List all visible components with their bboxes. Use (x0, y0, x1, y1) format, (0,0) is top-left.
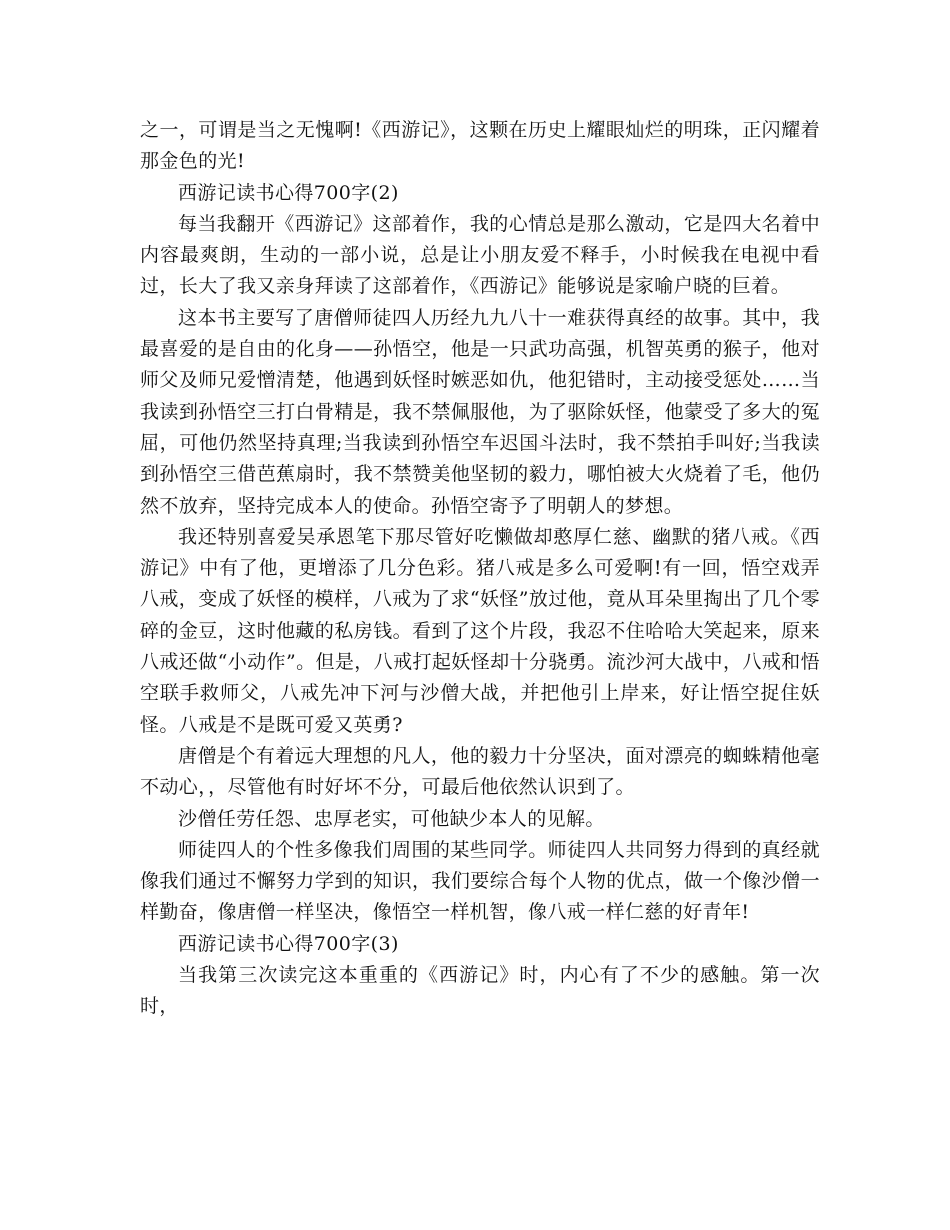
paragraph: 这本书主要写了唐僧师徒四人历经九九八十一难获得真经的故事。其中，我最喜爱的是自由的化身——孙悟空，他是一只武功高强，机智英勇的猴子，他对师父及师兄爱憎清楚，他遇到妖怪时嫉恶如仇，他犯错时，主动接受惩处……当我读到孙悟空三打白骨精是，我不禁佩服他，为了驱除妖怪，他蒙受了多大的冤屈，可他仍然坚持真理;当我读到孙悟空车迟国斗法时，我不禁拍手叫好;当我读到孙悟空三借芭蕉扇时，我不禁赞美他坚韧的毅力，哪怕被大火烧着了毛，他仍然不放弃，坚持完成本人的使命。孙悟空寄予了明朝人的梦想。 (140, 306, 820, 517)
paragraph: 我还特别喜爱吴承恩笔下那尽管好吃懒做却憨厚仁慈、幽默的猪八戒。《西游记》中有了他，更增添了几分色彩。猪八戒是多么可爱啊!有一回，悟空戏弄八戒，变成了妖怪的模样，八戒为了求“妖怪”放过他，竟从耳朵里掏出了几个零碎的金豆，这时他藏的私房钱。看到了这个片段，我忍不住哈哈大笑起来，原来八戒还做“小动作”。但是，八戒打起妖怪却十分骁勇。流沙河大战中，八戒和悟空联手救师父，八戒先冲下河与沙僧大战，并把他引上岸来，好让悟空捉住妖怪。八戒是不是既可爱又英勇? (140, 525, 820, 736)
paragraph-continuation: 之一，可谓是当之无愧啊!《西游记》，这颗在历史上耀眼灿烂的明珠，正闪耀着那金色的光! (140, 119, 820, 173)
paragraph: 沙僧任劳任怨、忠厚老实，可他缺少本人的见解。 (178, 807, 605, 830)
paragraph: 每当我翻开《西游记》这部着作，我的心情总是那么激动，它是四大名着中内容最爽朗，生动的一部小说，总是让小朋友爱不释手，小时候我在电视中看过，长大了我又亲身拜读了这部着作，《西游记》能够说是家喻户晓的巨着。 (140, 212, 820, 298)
section-heading-3: 西游记读书心得700字(3) (178, 932, 399, 955)
section-heading-2: 西游记读书心得700字(2) (178, 181, 399, 204)
document-body (140, 115, 820, 1023)
paragraph: 唐僧是个有着远大理想的凡人，他的毅力十分坚决，面对漂亮的蜘蛛精他毫不动心，，尽管他有时好坏不分，可最后他依然认识到了。 (140, 744, 820, 799)
paragraph: 当我第三次读完这本重重的《西游记》时，内心有了不少的感触。第一次时， (140, 964, 820, 1018)
paragraph: 师徒四人的个性多像我们周围的某些同学。师徒四人共同努力得到的真经就像我们通过不懈努力学到的知识，我们要综合每个人物的优点，做一个像沙僧一样勤奋，像唐僧一样坚决，像悟空一样机智，像八戒一样仁慈的好青年! (140, 838, 820, 924)
